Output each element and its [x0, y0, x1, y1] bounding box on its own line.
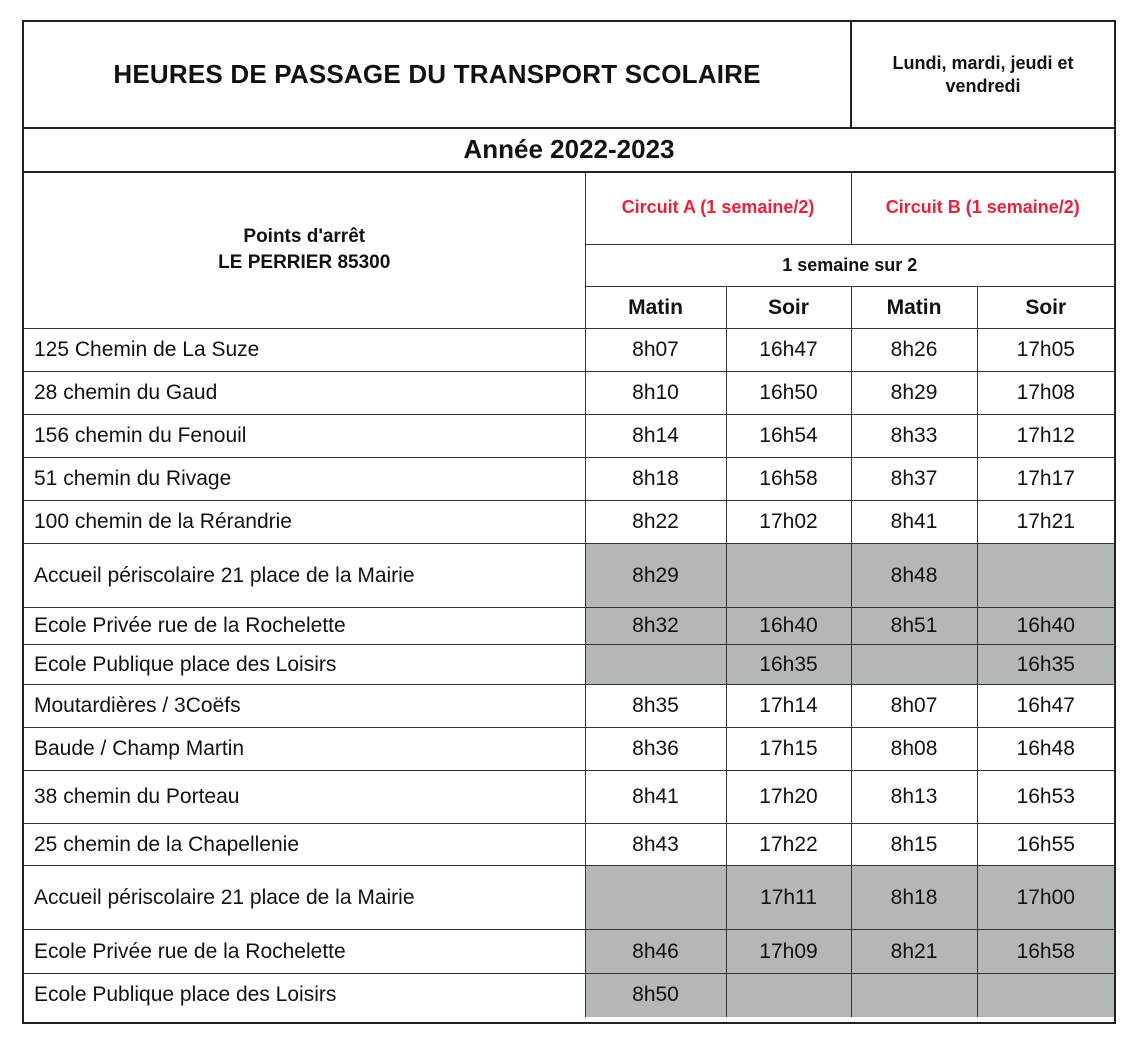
stop-name: Accueil périscolaire 21 place de la Mairie [24, 866, 585, 930]
circuit-a-soir-time: 16h35 [726, 645, 851, 685]
circuit-b-soir-time: 16h53 [977, 771, 1114, 824]
circuit-b-matin-time: 8h51 [851, 608, 977, 645]
table-row [24, 329, 1114, 372]
circuit-b-matin-time: 8h18 [851, 866, 977, 930]
circuit-a-matin-header: Matin [585, 287, 726, 329]
days-label [852, 22, 1114, 127]
circuit-a-matin-time: 8h50 [585, 974, 726, 1017]
circuit-a-matin-time: 8h29 [585, 544, 726, 608]
circuit-a-soir-time: 16h58 [726, 458, 851, 501]
stop-name: Baude / Champ Martin [24, 728, 585, 771]
circuit-b-soir-time: 16h55 [977, 824, 1114, 866]
circuit-b-matin-time: 8h33 [851, 415, 977, 458]
circuit-a-soir-time: 16h54 [726, 415, 851, 458]
page-title: HEURES DE PASSAGE DU TRANSPORT SCOLAIRE [24, 22, 852, 127]
table-row [24, 458, 1114, 501]
circuit-b-matin-time: 8h37 [851, 458, 977, 501]
header [24, 22, 1114, 129]
table-row [24, 608, 1114, 645]
table-row [24, 645, 1114, 685]
circuit-a-matin-time: 8h18 [585, 458, 726, 501]
circuit-a-soir-time: 16h40 [726, 608, 851, 645]
circuit-b-matin-header: Matin [851, 287, 977, 329]
circuit-b-soir-time: 17h12 [977, 415, 1114, 458]
circuit-b-matin-time [851, 645, 977, 685]
schedule-table [24, 171, 1114, 1017]
circuit-a-matin-time [585, 645, 726, 685]
circuit-b-matin-time: 8h07 [851, 685, 977, 728]
circuit-b-matin-time: 8h26 [851, 329, 977, 372]
circuit-b-matin-time: 8h21 [851, 930, 977, 974]
circuit-a-soir-time: 17h11 [726, 866, 851, 930]
table-row [24, 974, 1114, 1017]
circuit-a-matin-time: 8h32 [585, 608, 726, 645]
circuit-b-soir-time: 17h21 [977, 501, 1114, 544]
circuit-a-matin-time: 8h36 [585, 728, 726, 771]
circuit-a-soir-time: 17h14 [726, 685, 851, 728]
circuit-b-soir-time: 17h05 [977, 329, 1114, 372]
table-row [24, 824, 1114, 866]
circuit-a-matin-time: 8h14 [585, 415, 726, 458]
stop-name: Moutardières / 3Coëfs [24, 685, 585, 728]
stop-name: Ecole Publique place des Loisirs [24, 645, 585, 685]
stop-name: 125 Chemin de La Suze [24, 329, 585, 372]
stop-name: 28 chemin du Gaud [24, 372, 585, 415]
circuit-b-matin-time: 8h13 [851, 771, 977, 824]
circuit-b-header: Circuit B (1 semaine/2) [851, 171, 1114, 245]
circuit-b-soir-time: 16h35 [977, 645, 1114, 685]
circuit-b-matin-time: 8h08 [851, 728, 977, 771]
header-row-circuits [24, 171, 1114, 245]
stop-name: Ecole Privée rue de la Rochelette [24, 930, 585, 974]
circuit-a-matin-time: 8h10 [585, 372, 726, 415]
circuit-b-matin-time [851, 974, 977, 1017]
school-year: Année 2022-2023 [24, 127, 1114, 173]
circuit-a-matin-time: 8h41 [585, 771, 726, 824]
schedule-sheet [22, 20, 1116, 1024]
circuit-a-soir-time: 16h50 [726, 372, 851, 415]
circuit-b-matin-time: 8h48 [851, 544, 977, 608]
table-row [24, 728, 1114, 771]
circuit-a-soir-time: 17h09 [726, 930, 851, 974]
stops-column-header [24, 171, 585, 329]
circuit-b-soir-time: 17h17 [977, 458, 1114, 501]
circuit-a-soir-time [726, 974, 851, 1017]
circuit-a-soir-time [726, 544, 851, 608]
circuit-a-soir-time: 17h20 [726, 771, 851, 824]
table-row [24, 372, 1114, 415]
stop-name: 51 chemin du Rivage [24, 458, 585, 501]
circuit-b-matin-time: 8h41 [851, 501, 977, 544]
circuit-a-matin-time: 8h43 [585, 824, 726, 866]
circuit-a-header: Circuit A (1 semaine/2) [585, 171, 851, 245]
stop-name: Accueil périscolaire 21 place de la Mairie [24, 544, 585, 608]
stops-header-line-2: LE PERRIER 85300 [218, 251, 391, 273]
stop-name: 156 chemin du Fenouil [24, 415, 585, 458]
circuit-a-soir-time: 16h47 [726, 329, 851, 372]
stop-name: 25 chemin de la Chapellenie [24, 824, 585, 866]
circuit-b-matin-time: 8h15 [851, 824, 977, 866]
circuit-a-soir-time: 17h02 [726, 501, 851, 544]
circuit-a-soir-time: 17h22 [726, 824, 851, 866]
circuit-a-soir-header: Soir [726, 287, 851, 329]
table-row [24, 501, 1114, 544]
stop-name: 38 chemin du Porteau [24, 771, 585, 824]
stop-name: Ecole Privée rue de la Rochelette [24, 608, 585, 645]
circuit-b-soir-time [977, 974, 1114, 1017]
days-line-1: Lundi, mardi, jeudi et [892, 52, 1074, 73]
circuit-b-soir-time: 16h48 [977, 728, 1114, 771]
circuit-b-soir-header: Soir [977, 287, 1114, 329]
stop-name: 100 chemin de la Rérandrie [24, 501, 585, 544]
circuit-b-soir-time: 17h00 [977, 866, 1114, 930]
circuit-a-matin-time [585, 866, 726, 930]
table-row [24, 685, 1114, 728]
frequency-header: 1 semaine sur 2 [585, 245, 1114, 287]
circuit-a-matin-time: 8h46 [585, 930, 726, 974]
circuit-a-soir-time: 17h15 [726, 728, 851, 771]
stop-name: Ecole Publique place des Loisirs [24, 974, 585, 1017]
table-row [24, 544, 1114, 608]
circuit-b-soir-time [977, 544, 1114, 608]
circuit-b-soir-time: 16h58 [977, 930, 1114, 974]
circuit-a-matin-time: 8h35 [585, 685, 726, 728]
circuit-a-matin-time: 8h22 [585, 501, 726, 544]
circuit-b-soir-time: 16h40 [977, 608, 1114, 645]
stops-header-line-1: Points d'arrêt [243, 225, 366, 247]
table-row [24, 866, 1114, 930]
table-row [24, 930, 1114, 974]
circuit-b-soir-time: 17h08 [977, 372, 1114, 415]
circuit-b-soir-time: 16h47 [977, 685, 1114, 728]
circuit-b-matin-time: 8h29 [851, 372, 977, 415]
table-row [24, 771, 1114, 824]
circuit-a-matin-time: 8h07 [585, 329, 726, 372]
table-row [24, 415, 1114, 458]
days-line-2: vendredi [945, 75, 1021, 96]
